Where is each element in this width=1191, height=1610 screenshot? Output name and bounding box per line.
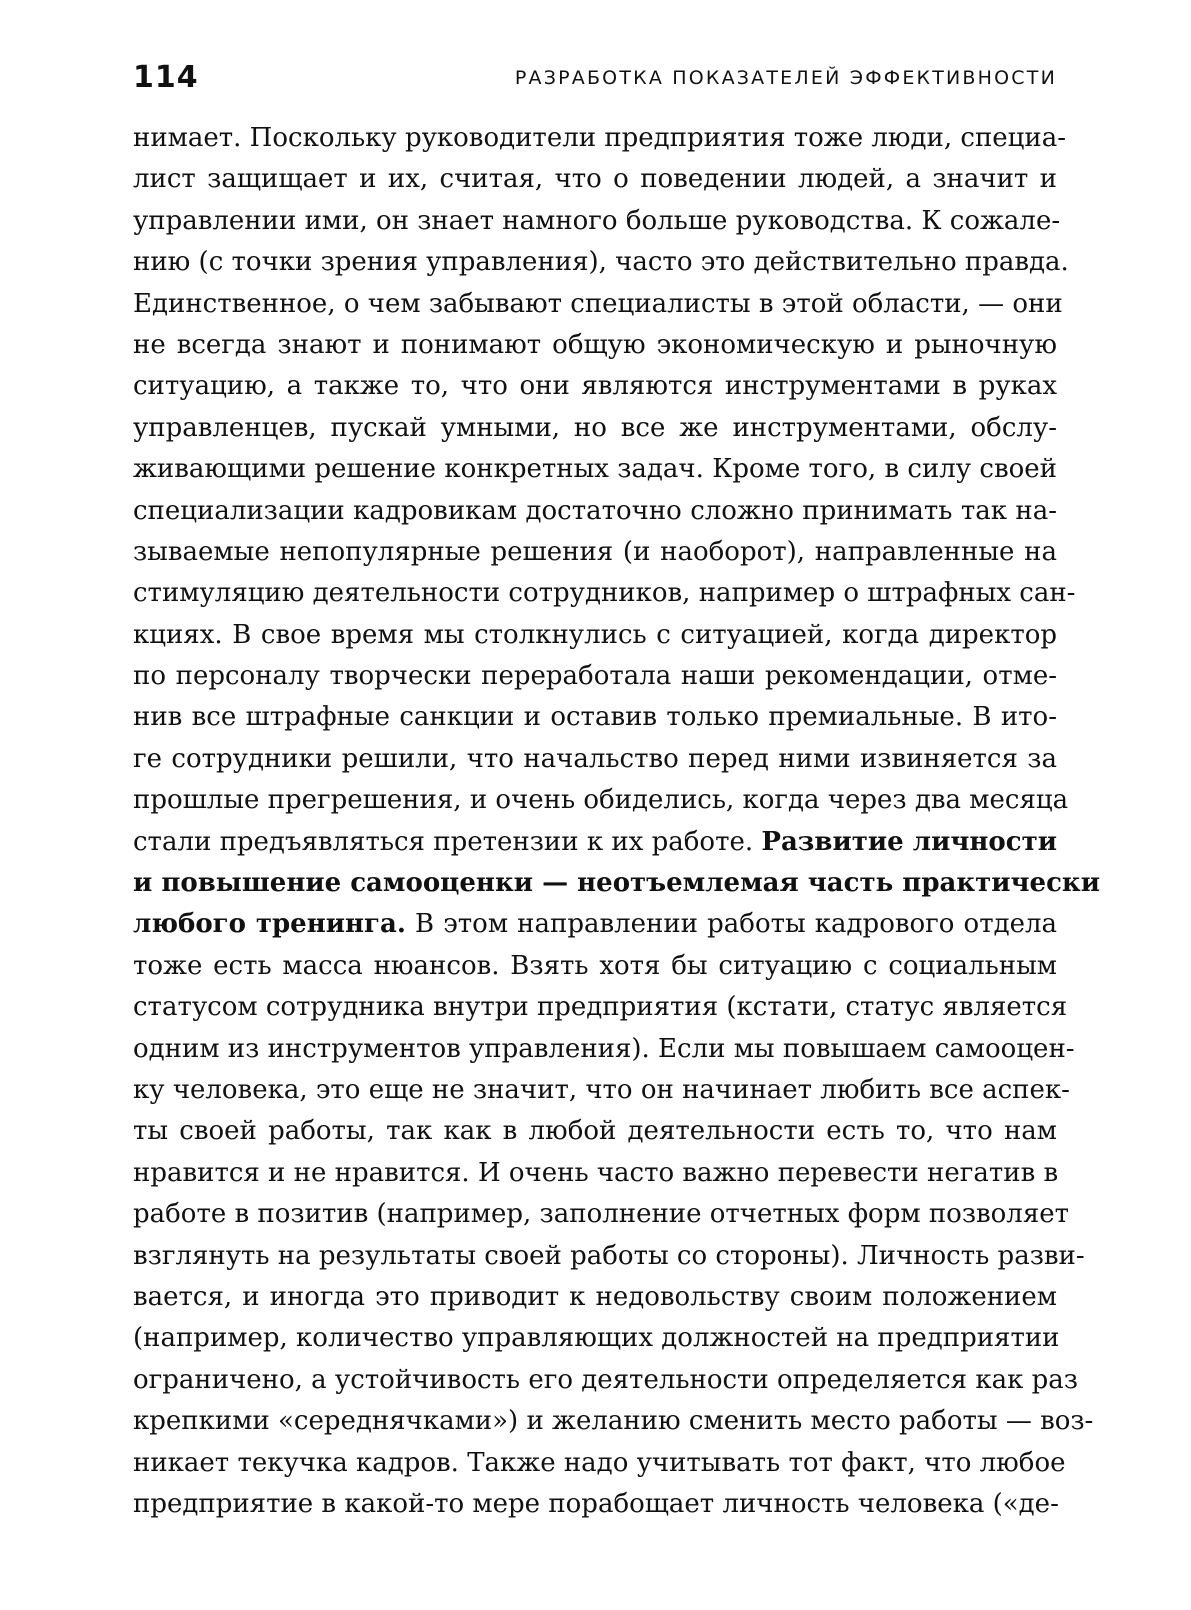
text-line: живающими решение конкретных задач. Кроме того, в силу своей — [133, 454, 1057, 485]
text-line: управлении ими, он знает намного больше руководства. К сожале- — [133, 205, 1061, 236]
text-line: ку человека, это еще не значит, что он начинает любить все аспек- — [133, 1074, 1070, 1105]
text-line: (например, количество управляющих должностей на предприятии — [133, 1323, 1060, 1354]
text-run: В этом направлении работы кадрового отдела — [405, 909, 1057, 940]
text-line: одним из инструментов управления). Если мы повышаем самооцен- — [133, 1033, 1075, 1064]
text-line: специализации кадровикам достаточно сложно принимать так на- — [133, 495, 1057, 526]
text-line: нимает. Поскольку руководители предприятия тоже люди, специа- — [133, 123, 1067, 153]
page-number: 114 — [133, 60, 199, 95]
bold-text-run: Развитие личности — [761, 826, 1057, 857]
text-line-mixed — [133, 822, 1057, 863]
text-line: управленцев, пускай умными, но все же инструментами, обслу- — [133, 412, 1057, 443]
text-line: ты своей работы, так как в любой деятельности есть то, что нам — [133, 1116, 1057, 1147]
text-line: тоже есть масса нюансов. Взять хотя бы ситуацию с социальным — [133, 950, 1057, 981]
running-title: РАЗРАБОТКА ПОКАЗАТЕЛЕЙ ЭФФЕКТИВНОСТИ — [514, 67, 1057, 89]
text-line: нив все штрафные санкции и оставив только премиальные. В ито- — [133, 702, 1057, 733]
text-line: вается, и иногда это приводит к недовольству своим положением — [133, 1281, 1057, 1312]
text-line: по персоналу творчески переработала наши рекомендации, отме- — [133, 661, 1057, 692]
text-line: зываемые непопулярные решения (и наоборот), направленные на — [133, 536, 1057, 567]
text-line: нравится и не нравится. И очень часто важно перевести негатив в — [133, 1157, 1059, 1188]
text-run: стали предъявляться претензии к их работе. — [133, 826, 762, 857]
bold-text-line: и повышение самооценки — неотъемлемая часть практически — [133, 868, 1100, 899]
text-line: никает текучка кадров. Также надо учитывать тот факт, что любое — [133, 1447, 1066, 1478]
bold-text-run: любого тренинга. — [133, 909, 406, 940]
text-line: ограничено, а устойчивость его деятельности определяется как раз — [133, 1364, 1078, 1395]
text-line: нию (с точки зрения управления), часто это действительно правда. — [133, 247, 1069, 278]
text-line: стимуляцию деятельности сотрудников, например о штрафных сан- — [133, 578, 1076, 609]
text-line: не всегда знают и понимают общую экономическую и рыночную — [133, 329, 1057, 360]
text-line: лист защищает и их, считая, что о поведении людей, а значит и — [133, 164, 1057, 195]
text-line: статусом сотрудника внутри предприятия (кстати, статус является — [133, 992, 1068, 1023]
text-line: взглянуть на результаты своей работы со стороны). Личность разви- — [133, 1240, 1085, 1271]
text-line: ге сотрудники решили, что начальство перед ними извиняется за — [133, 743, 1057, 774]
text-line-mixed — [133, 904, 1057, 945]
text-line: ситуацию, а также то, что они являются инструментами в руках — [133, 371, 1057, 402]
text-line: крепкими «середнячками») и желанию сменить место работы — воз- — [133, 1406, 1094, 1437]
text-line: прошлые прегрешения, и очень обиделись, когда через два месяца — [133, 785, 1069, 816]
text-line: предприятие в какой-то мере порабощает личность человека («де- — [133, 1488, 1059, 1519]
text-line: работе в позитив (например, заполнение отчетных форм позволяет — [133, 1199, 1069, 1230]
body-text — [133, 118, 1100, 1525]
text-line: кциях. В свое время мы столкнулись с ситуацией, когда директор — [133, 619, 1057, 650]
running-head — [133, 58, 1057, 98]
text-line: Единственное, о чем забывают специалисты в этой области, — они — [133, 288, 1063, 319]
